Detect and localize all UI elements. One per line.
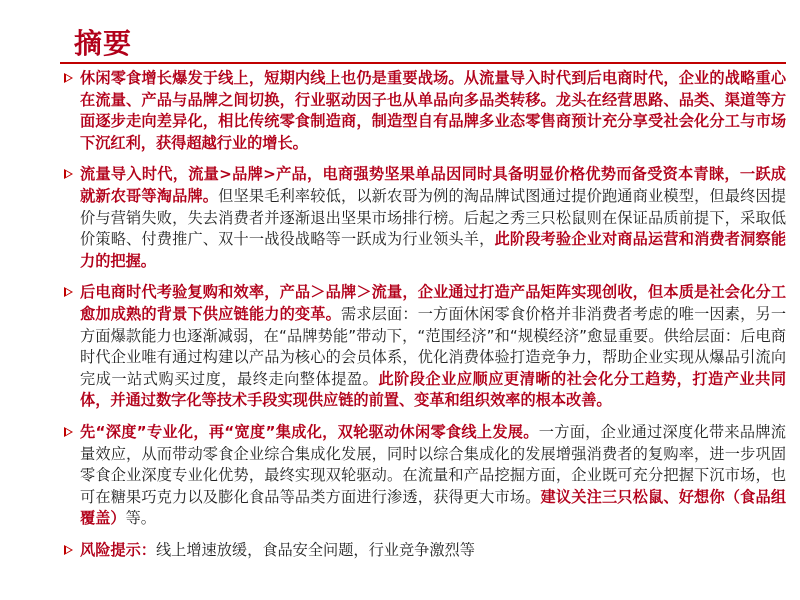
paragraph-4-tail-text: 等。 <box>125 509 156 528</box>
paragraph-2-body-text: 但坚果毛利率较低，以新农哥为例的淘品牌试图通过提价跑通商业模型，但最终因提价与营销失败，失去消费者并逐渐退出坚果市场排行榜。后起之秀三只松鼠则在保证品质前提下，采取低价策略、付费推广、双十一战役战略等一跃成为行业领头羊， <box>80 186 787 249</box>
paragraph-1-bold-text: 休闲零食增长爆发于线上，短期内线上也仍是重要战场。从流量导入时代到后电商时代，企业的战略重心在流量、产品与品牌之间切换，行业驱动因子也从单品向多品类转移。龙头在经营思路、品类、渠道等方面逐步走向差异化，相比传统零食制造商，制造型自有品牌多业态零售商预计充分享受社会化分工与市场下沉红利，获得超越行业的增长。 <box>80 69 786 152</box>
paragraph-4-body-text: 一方面，企业通过深度化带来品牌流量效应，从而带动零食企业综合集成化发展，同时以综合集成化的发展增强消费者的复购率，进一步巩固零食企业深度专业化优势，最终实现双轮驱动。在流量和产品挖掘方面，企业既可充分把握下沉市场，也可在糖果巧克力以及膨化食品等品类方面进行渗透，获得更大市场。 <box>80 422 786 506</box>
triangle-bullet-icon <box>64 427 73 437</box>
paragraph-4-recommendation-text: 建议关注三只松鼠、好想你（食品组覆盖） <box>80 487 787 528</box>
summary-paragraph-4 <box>64 422 786 530</box>
paragraph-3-conclusion-text: 此阶段企业应顺应更清晰的社会化分工趋势，打造产业共同体，并通过数字化等技术手段实现供应链的前置、变革和组织效率的根本改善。 <box>80 369 787 410</box>
summary-paragraph-3 <box>64 282 786 412</box>
triangle-bullet-icon <box>64 287 73 297</box>
triangle-bullet-icon <box>64 169 73 179</box>
risk-warning-label: 风险提示： <box>80 540 156 559</box>
risk-warning-text: 线上增速放缓，食品安全问题，行业竞争激烈等 <box>155 540 475 559</box>
triangle-bullet-icon <box>64 73 73 83</box>
paragraph-4-bold-text: 先“深度”专业化，再“宽度”集成化，双轮驱动休闲零食线上发展。 <box>80 422 539 441</box>
paragraph-2-bold-text: 流量导入时代，流量>品牌>产品，电商强势坚果单品因同时具备明显价格优势而备受资本青睐，一跃成就新农哥等淘品牌。 <box>80 165 786 205</box>
page-title: 摘要 <box>74 27 133 60</box>
triangle-bullet-icon <box>64 545 73 555</box>
title-divider <box>60 62 786 64</box>
risk-warning-paragraph <box>64 540 786 562</box>
paragraph-2-conclusion-text: 此阶段考验企业对商品运营和消费者洞察能力的把握。 <box>80 230 787 270</box>
summary-paragraph-2 <box>64 164 786 272</box>
paragraph-3-body-text: 需求层面：一方面休闲零食价格并非消费者考虑的唯一因素，另一方面爆款能力也逐渐减弱，在“品牌势能”带动下，“范围经济”和“规模经济”愈显重要。供给层面：后电商时代企业唯有通过构建以产品为核心的会员体系，优化消费体验打造竞争力，帮助企业实现从爆品引流向完成一站式购买过度，最终走向整体提盈。 <box>80 304 787 388</box>
summary-paragraph-1 <box>64 68 786 154</box>
summary-content <box>64 68 786 571</box>
paragraph-3-bold-text: 后电商时代考验复购和效率，产品＞品牌＞流量，企业通过打造产品矩阵实现创收，但本质是社会化分工愈加成熟的背景下供应链能力的变革。 <box>80 283 786 323</box>
